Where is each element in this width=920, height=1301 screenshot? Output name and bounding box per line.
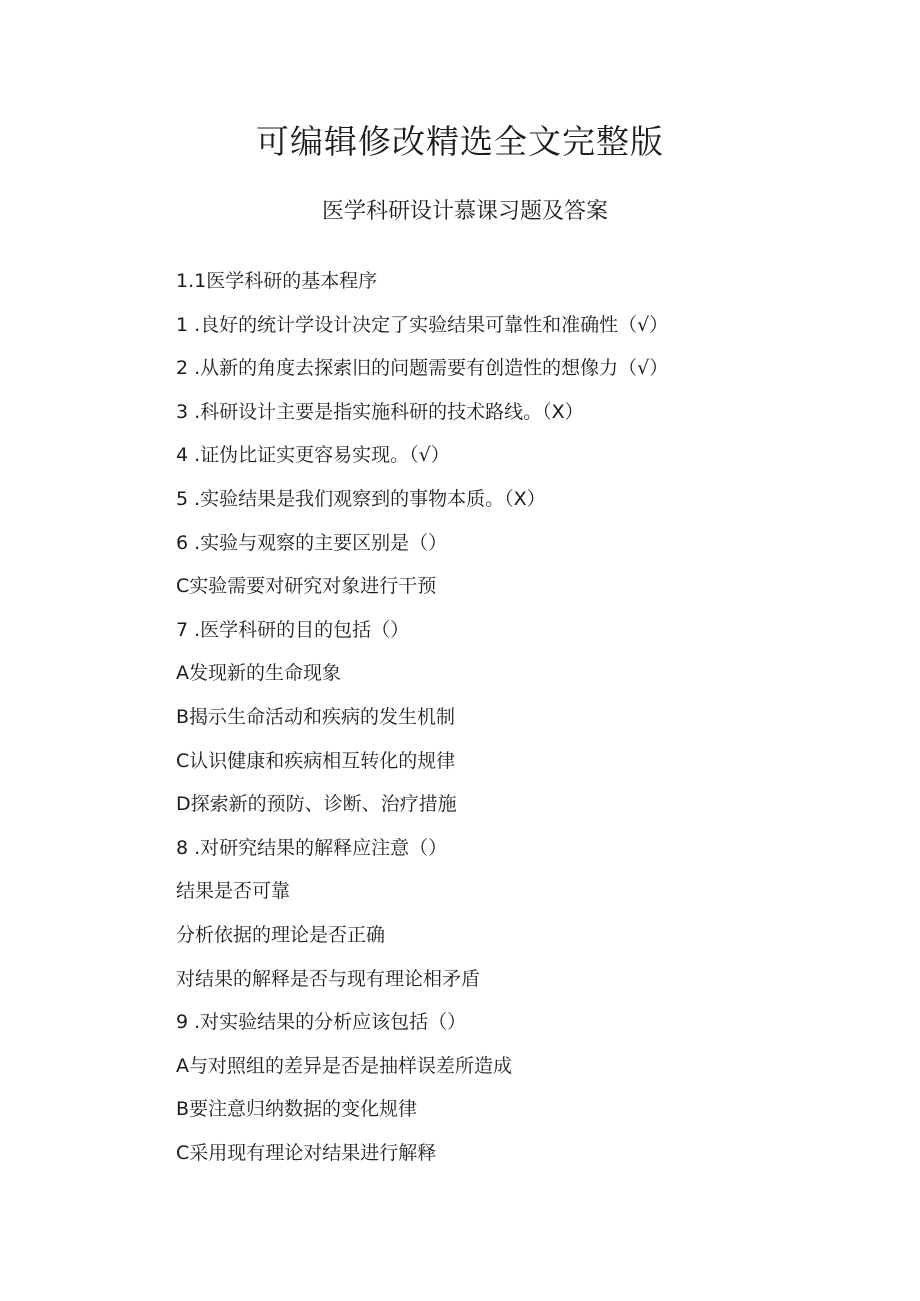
question-item: 8 .对研究结果的解释应注意（）	[176, 836, 448, 859]
answer-option: 分析依据的理论是否正确	[176, 923, 386, 946]
answer-option: C认识健康和疾病相互转化的规律	[176, 749, 456, 772]
question-list	[176, 266, 876, 1181]
answer-option: C实验需要对研究对象进行干预	[176, 575, 437, 598]
answer-option: B要注意归纳数据的变化规律	[176, 1098, 418, 1121]
question-item: 6 .实验与观察的主要区别是（）	[176, 531, 448, 554]
question-item: 1 .良好的统计学设计决定了实验结果可靠性和准确性（√）	[176, 313, 669, 336]
document-title: 医学科研设计慕课习题及答案	[321, 199, 608, 224]
answer-option: B揭示生命活动和疾病的发生机制	[176, 705, 456, 728]
watermark-title: 可编辑修改精选全文完整版	[256, 122, 664, 161]
question-item: 5 .实验结果是我们观察到的事物本质。（X）	[176, 487, 546, 510]
answer-option: A发现新的生命现象	[176, 662, 341, 685]
answer-option: 对结果的解释是否与现有理论相矛盾	[176, 967, 481, 990]
question-item: 7 .医学科研的目的包括（）	[176, 618, 410, 641]
answer-option: 结果是否可靠	[176, 880, 291, 903]
question-item: 3 .科研设计主要是指实施科研的技术路线。（X）	[176, 400, 584, 423]
answer-option: C采用现有理论对结果进行解释	[176, 1141, 437, 1164]
question-item: 9 .对实验结果的分析应该包括（）	[176, 1011, 467, 1034]
answer-option: A与对照组的差异是否是抽样误差所造成	[176, 1054, 512, 1077]
section-heading: 1.1医学科研的基本程序	[176, 270, 378, 292]
question-item: 4 .证伪比证实更容易实现。（√）	[176, 444, 450, 467]
answer-option: D探索新的预防、诊断、治疗措施	[176, 793, 457, 816]
question-item: 2 .从新的角度去探索旧的问题需要有创造性的想像力（√）	[176, 357, 669, 380]
